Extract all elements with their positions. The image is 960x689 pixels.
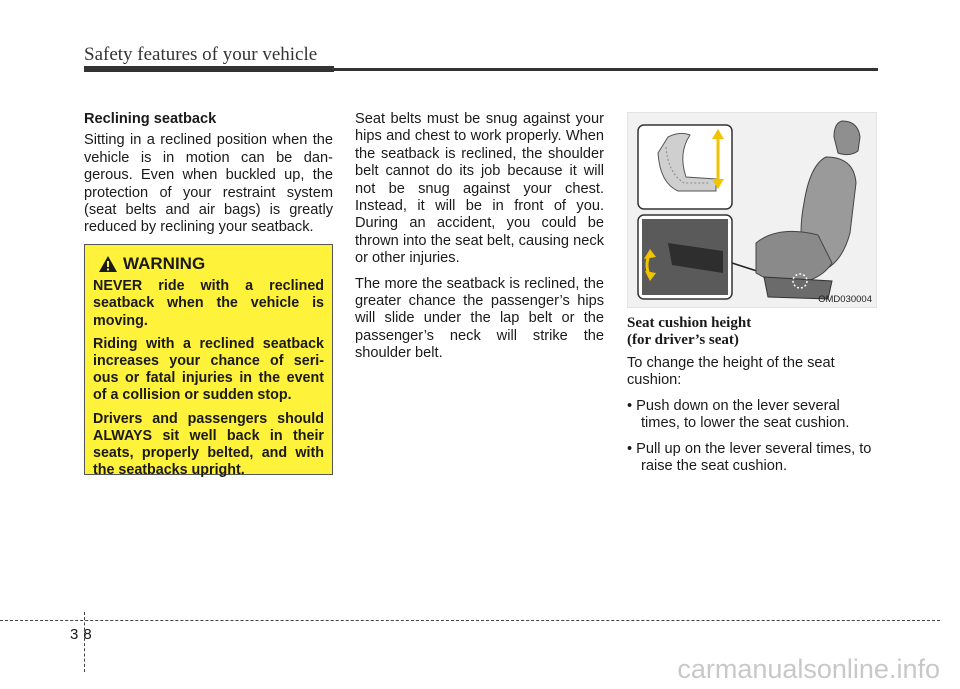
warning-title-text: WARNING bbox=[123, 254, 206, 273]
watermark: carmanualsonline.info bbox=[677, 654, 940, 684]
warning-title bbox=[99, 255, 324, 272]
cushion-heading-line2: (for driver’s seat) bbox=[627, 332, 739, 348]
page-header-title: Safety features of your vehicle bbox=[84, 44, 318, 65]
warning-paragraph-3: Drivers and passengers should ALWAYS sit well back in their seats, properly belted, and with the seatbacks upright. bbox=[93, 410, 324, 479]
section-heading-reclining: Reclining seatback bbox=[84, 111, 217, 127]
header-rule-accent bbox=[84, 66, 334, 72]
seat-drawing bbox=[628, 113, 877, 308]
warning-triangle-icon bbox=[99, 256, 117, 272]
reclining-body: Sitting in a reclined position when the vehicle is in motion can be dan-gerous. Even when buckled up, the protection of your restraint system (seat belts and air bags) is greatly reduced by reclining your seatback. bbox=[84, 132, 333, 236]
seatbelt-paragraph-1: Seat belts must be snug against your hips and chest to work properly. When the seatback is reclined, the shoulder belt cannot do its job because it will not be snug against your chest. Instead, it will be in front of you. During an accident, you could be thrown into the seat belt, causing neck or other injuries. bbox=[355, 111, 604, 267]
warning-box bbox=[84, 244, 333, 479]
cushion-bullet-2: • Pull up on the lever several times, to raise the seat cushion. bbox=[627, 441, 877, 476]
footer-divider bbox=[0, 620, 940, 621]
column-middle bbox=[355, 111, 604, 371]
page-number: 38 bbox=[70, 626, 97, 643]
cushion-bullet-1: • Push down on the lever several times, to lower the seat cushion. bbox=[627, 398, 877, 433]
column-left bbox=[84, 111, 333, 245]
column-right bbox=[627, 315, 877, 483]
seat-illustration bbox=[627, 112, 877, 308]
warning-paragraph-2: Riding with a reclined seatback increases your chance of seri-ous or fatal injuries in the event of a collision or sudden stop. bbox=[93, 335, 324, 404]
cushion-heading-line1: Seat cushion height bbox=[627, 315, 752, 331]
cushion-intro: To change the height of the seat cushion: bbox=[627, 355, 835, 389]
section-heading-cushion-height bbox=[627, 315, 877, 349]
figure-code: OMD030004 bbox=[818, 294, 872, 305]
warning-paragraph-1: NEVER ride with a reclined seatback when the vehicle is moving. bbox=[93, 278, 324, 329]
seatbelt-paragraph-2: The more the seatback is reclined, the greater chance the passenger’s hips will slide under the lap belt or the passenger’s neck will strike the shoulder belt. bbox=[355, 275, 604, 362]
